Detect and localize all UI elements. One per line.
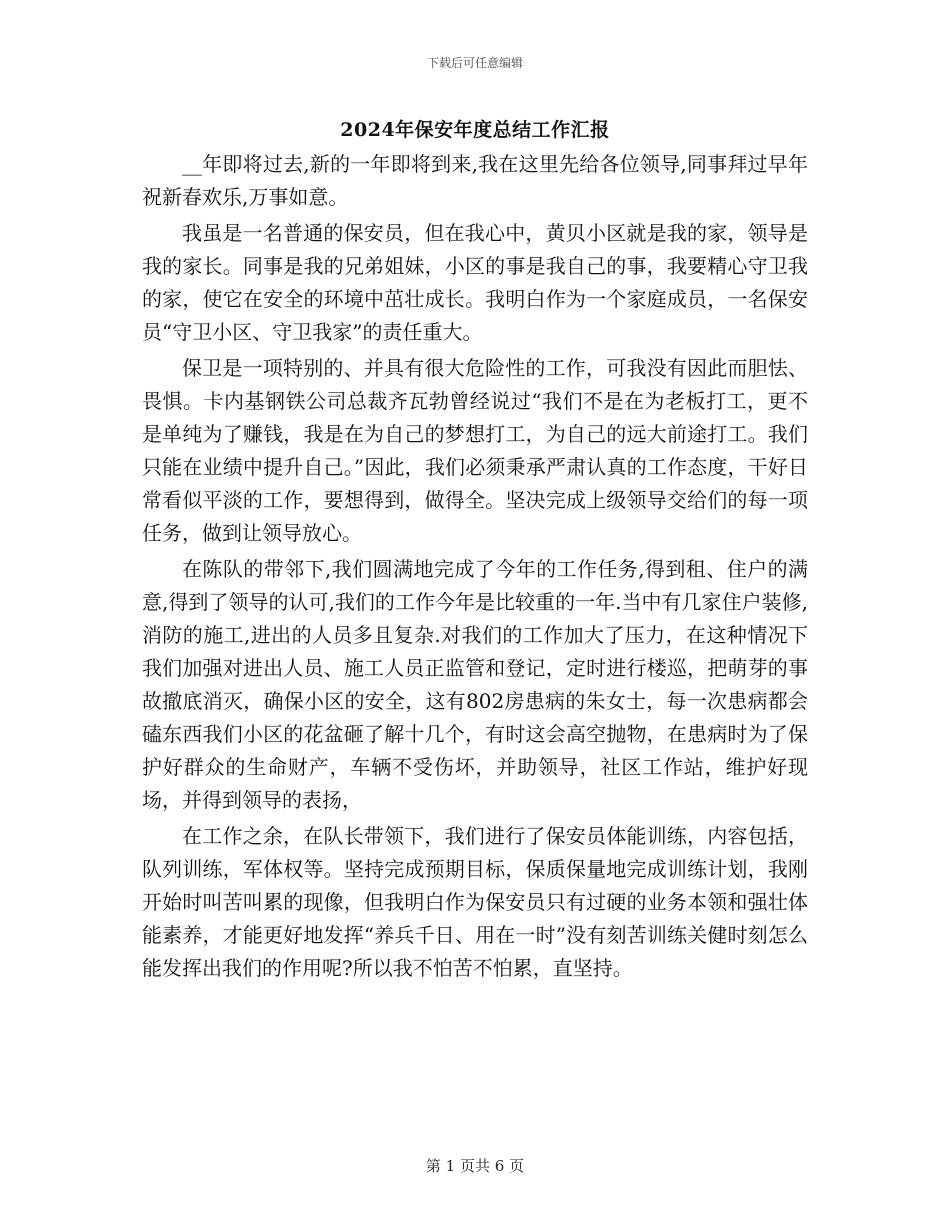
paragraph-2: 我虽是一名普通的保安员，但在我心中，黄贝小区就是我的家，领导是我的家长。同事是我的兄弟姐妹，小区的事是我自己的事，我要精心守卫我的家，使它在安全的环境中茁壮成长。我明白作为一个家庭成员，一名保安员“守卫小区、守卫我家”的责任重大。 — [142, 221, 808, 344]
paragraph-4: 在陈队的带邻下,我们圆满地完成了今年的工作任务,得到租、住户的满意,得到了领导的认可,我们的工作今年是比较重的一年.当中有几家住户装修,消防的施工,进出的人员多且复杂.对我们的工作加大了压力，在这种情况下我们加强对进出人员、施工人员正监管和登记，定时进行楼巡，把萌芽的事故撤底消灭，确保小区的安全，这有802房患病的朱女士，每一次患病都会磕东西我们小区的花盆砸了解十几个，有时这会高空抛物，在患病时为了保护好群众的生命财产，车辆不受伤坏，并助领导，社区工作站，维护好现场，并得到领导的表扬， — [142, 557, 808, 812]
download-note: 下载后可任意编辑 — [426, 56, 523, 70]
paragraph-5: 在工作之余，在队长带领下，我们进行了保安员体能训练，内容包括，队列训练，军体权等。坚持完成预期目标，保质保量地完成训练计划，我刚开始时叫苦叫累的现像，但我明白作为保安员只有过硬的业务本领和强壮体能素养，才能更好地发挥“养兵千日、用在一时”没有刻苦训练关健时刻怎么能发挥出我们的作用呢?所以我不怕苦不怕累，直坚持。 — [142, 824, 808, 980]
document-body — [142, 148, 808, 985]
paragraph-3: 保卫是一项特别的、并具有很大危险性的工作，可我没有因此而胆怯、畏惧。卡内基钢铁公司总裁齐瓦勃曾经说过“我们不是在为老板打工，更不是单纯为了赚钱，我是在为自己的梦想打工，为自己的远大前途打工。我们只能在业绩中提升自己。”因此，我们必须秉承严肃认真的工作态度，干好日常看似平淡的工作，要想得到，做得全。坚决完成上级领导交给们的每一项任务，做到让领导放心。 — [142, 356, 808, 545]
paragraph-1: __年即将过去,新的一年即将到来,我在这里先给各位领导,同事拜过早年祝新春欢乐,万事如意。 — [142, 152, 808, 209]
page-number: 第 1 页共 6 页 — [425, 1157, 525, 1175]
document-title: 2024年保安年度总结工作汇报 — [340, 119, 610, 141]
